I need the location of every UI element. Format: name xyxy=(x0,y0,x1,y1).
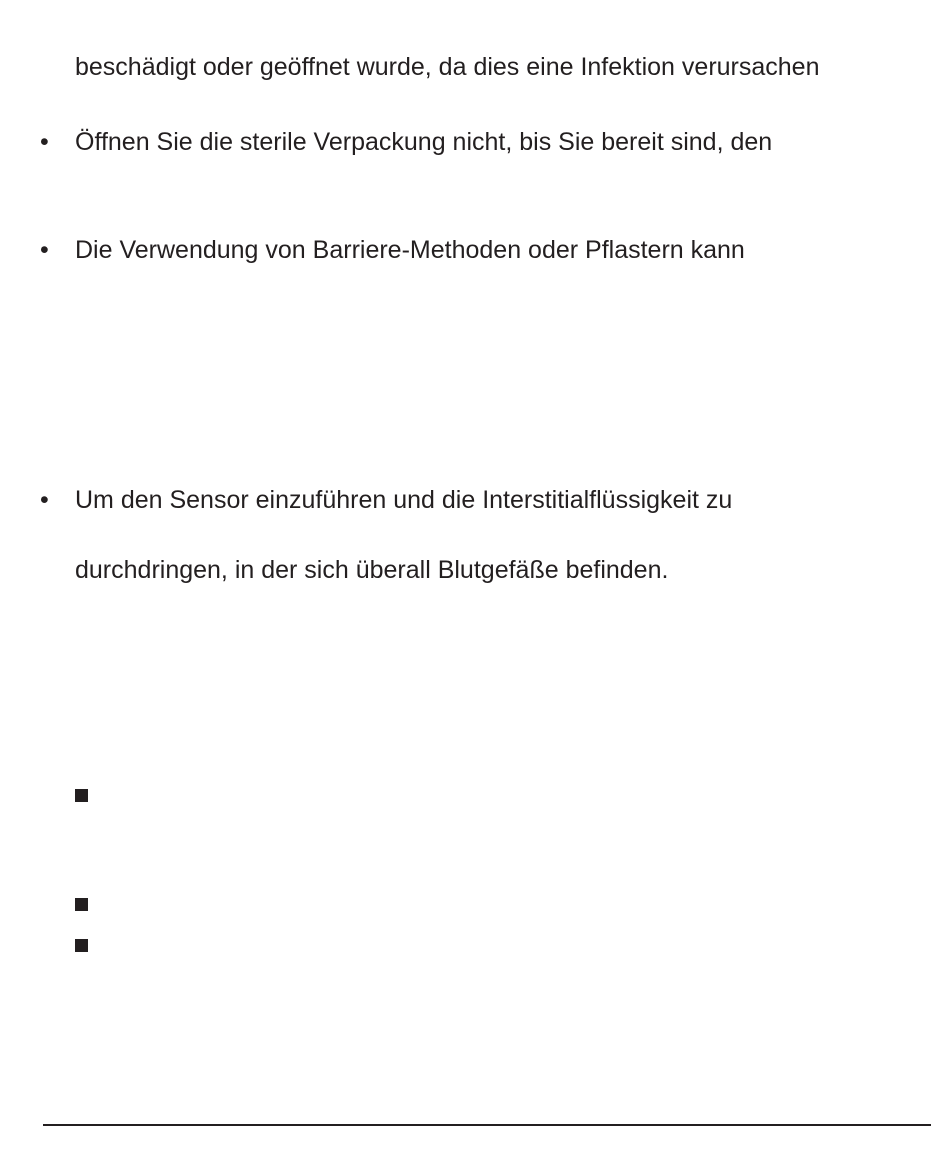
text-line: beschädigt oder geöffnet wurde, da dies eine Infektion verursachen xyxy=(75,53,820,81)
list-item: Die Verwendung von Barriere-Methoden oder Pflastern kann xyxy=(75,236,745,264)
list-item: Öffnen Sie die sterile Verpackung nicht, bis Sie bereit sind, den xyxy=(75,128,773,156)
square-bullet-icon xyxy=(75,789,88,802)
bullet-icon: • xyxy=(40,236,49,264)
bullet-icon: • xyxy=(40,486,49,514)
bullet-icon: • xyxy=(40,128,49,156)
text-line: durchdringen, in der sich überall Blutgefäße befinden. xyxy=(75,556,669,584)
footer-divider xyxy=(43,1124,931,1126)
square-bullet-icon xyxy=(75,939,88,952)
list-item: Um den Sensor einzuführen und die Interstitialflüssigkeit zu xyxy=(75,486,733,514)
square-bullet-icon xyxy=(75,898,88,911)
